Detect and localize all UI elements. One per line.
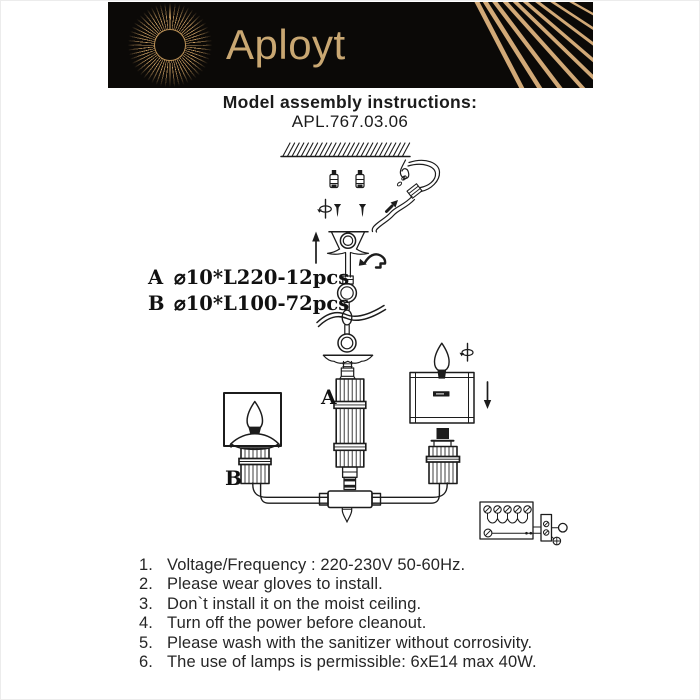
rotate-bulb-icon bbox=[460, 344, 474, 362]
ceiling-hatch bbox=[281, 143, 410, 157]
instruction-item bbox=[133, 634, 603, 653]
instruction-text: Turn off the power before cleanout. bbox=[167, 614, 427, 633]
lampshade-left bbox=[224, 393, 281, 449]
instruction-text: Don`t install it on the moist ceiling. bbox=[167, 594, 422, 613]
diagram-label-b: B bbox=[225, 466, 242, 490]
part-key-b: B bbox=[148, 292, 165, 315]
center-column-a bbox=[334, 379, 366, 490]
instruction-number: 1. bbox=[139, 556, 153, 574]
instructions-list bbox=[133, 556, 603, 672]
part-spec-b: ⌀10*L100-72pcs bbox=[174, 292, 350, 315]
bobeche-plate bbox=[324, 355, 373, 379]
instruction-item bbox=[133, 575, 603, 594]
parts-list bbox=[148, 266, 349, 318]
terminal-block-diagram bbox=[480, 502, 567, 545]
instruction-text: Please wear gloves to install. bbox=[167, 575, 383, 594]
instruction-number: 2. bbox=[139, 575, 153, 594]
diagram-label-a: A bbox=[321, 385, 337, 409]
part-row-a bbox=[148, 266, 349, 289]
instruction-item bbox=[133, 595, 603, 614]
instruction-text: Please wash with the sanitizer without corrosivity. bbox=[167, 633, 533, 652]
hook-rotate-icon bbox=[359, 254, 385, 267]
arm-column-b bbox=[239, 448, 271, 484]
bulb-icon bbox=[247, 402, 262, 430]
screw-icon bbox=[334, 204, 366, 217]
instruction-number: 6. bbox=[139, 653, 153, 672]
instruction-number: 3. bbox=[139, 594, 153, 613]
brand-name: Aployt bbox=[226, 21, 346, 68]
model-number: APL.767.03.06 bbox=[291, 112, 409, 131]
ceiling-wires bbox=[372, 160, 439, 232]
bulb-icon bbox=[435, 343, 450, 370]
center-hub bbox=[320, 491, 381, 522]
rotate-screw-icon bbox=[317, 200, 331, 219]
instruction-item bbox=[133, 653, 603, 672]
part-row-b bbox=[148, 292, 349, 315]
instruction-item bbox=[133, 556, 603, 575]
instruction-text: The use of lamps is permissible: 6xE14 max 40W. bbox=[167, 653, 537, 672]
part-spec-a: ⌀10*L220-12pcs bbox=[174, 266, 350, 289]
lampshade-right bbox=[410, 343, 491, 445]
instruction-item bbox=[133, 614, 603, 633]
arm-column-right bbox=[427, 447, 460, 484]
down-arrow-icon bbox=[484, 382, 491, 409]
instruction-number: 4. bbox=[139, 614, 153, 633]
instruction-text: Voltage/Frequency : 220-230V 50-60Hz. bbox=[167, 556, 466, 574]
socket bbox=[432, 428, 454, 446]
up-arrow-icon bbox=[312, 232, 320, 264]
wall-plug-icon bbox=[330, 170, 364, 188]
instruction-number: 5. bbox=[139, 633, 153, 652]
page-title: Model assembly instructions: bbox=[222, 92, 478, 112]
part-key-a: A bbox=[148, 266, 164, 289]
